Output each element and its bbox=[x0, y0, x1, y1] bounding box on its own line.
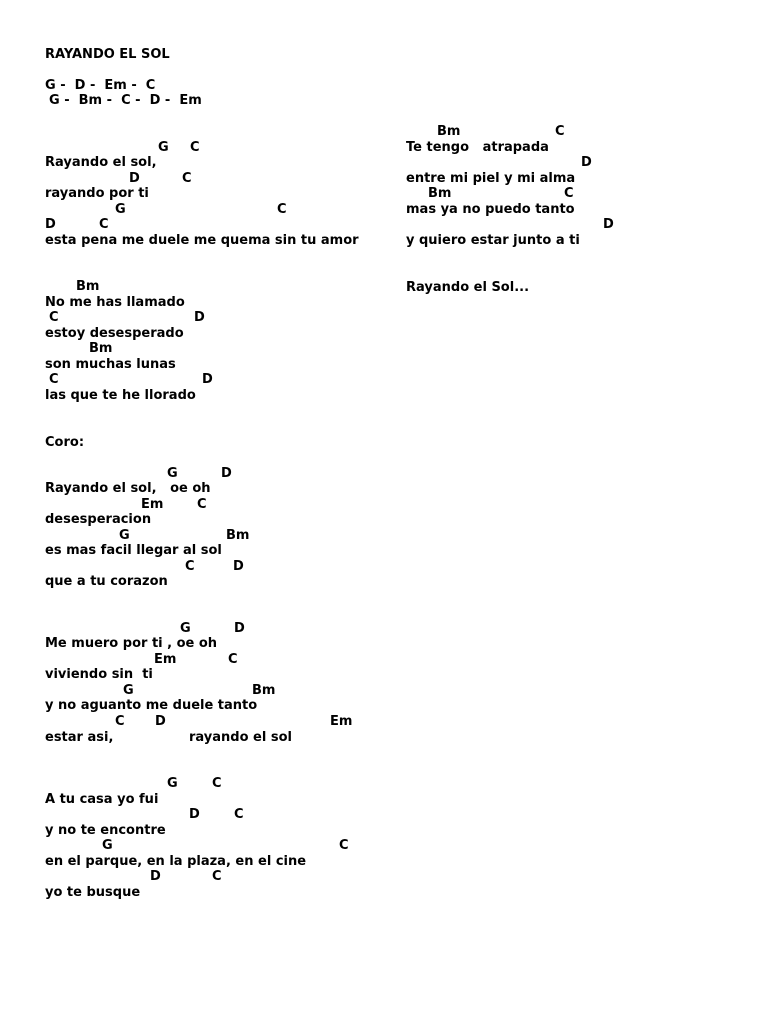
chord: D bbox=[234, 621, 245, 636]
chord: Bm bbox=[226, 528, 250, 543]
chord: D bbox=[202, 372, 213, 387]
lyric-line: viviendo sin ti bbox=[45, 667, 153, 682]
chord: C bbox=[564, 186, 574, 201]
chord: Em bbox=[141, 497, 164, 512]
chord: D bbox=[194, 310, 205, 325]
lyric-line: son muchas lunas bbox=[45, 357, 176, 372]
lyric-line: es mas facil llegar al sol bbox=[45, 543, 222, 558]
chord: C bbox=[339, 838, 349, 853]
lyric-line: y quiero estar junto a ti bbox=[406, 233, 580, 248]
chord: D bbox=[233, 559, 244, 574]
chord: Em bbox=[154, 652, 177, 667]
lyric-line: Rayando el sol, oe oh bbox=[45, 481, 211, 496]
lyric-line: rayando el sol bbox=[189, 730, 292, 745]
chord: G bbox=[167, 776, 178, 791]
chord: D bbox=[129, 171, 140, 186]
chord: C bbox=[197, 497, 207, 512]
lyric-line: entre mi piel y mi alma bbox=[406, 171, 576, 186]
chord: G bbox=[167, 466, 178, 481]
chord: C bbox=[49, 372, 59, 387]
chord: C bbox=[182, 171, 192, 186]
chord: Bm bbox=[89, 341, 113, 356]
chord: D bbox=[581, 155, 592, 170]
lyric-line: Rayando el sol, bbox=[45, 155, 157, 170]
chord: C bbox=[49, 310, 59, 325]
lyric-line: No me has llamado bbox=[45, 295, 185, 310]
intro-progression-1: G - D - Em - C bbox=[45, 78, 156, 93]
lyric-line: que a tu corazon bbox=[45, 574, 168, 589]
lyric-line: estar asi, bbox=[45, 730, 114, 745]
chord: Bm bbox=[252, 683, 276, 698]
chord: C bbox=[190, 140, 200, 155]
chord: C bbox=[212, 869, 222, 884]
chord: C bbox=[555, 124, 565, 139]
lyric-line: rayando por ti bbox=[45, 186, 149, 201]
chord: D bbox=[150, 869, 161, 884]
chord: D bbox=[189, 807, 200, 822]
chord: D bbox=[45, 217, 56, 232]
chord: Bm bbox=[428, 186, 452, 201]
lyric-line: Te tengo atrapada bbox=[406, 140, 549, 155]
lyric-line: las que te he llorado bbox=[45, 388, 196, 403]
chord: G bbox=[115, 202, 126, 217]
lyric-line: en el parque, en la plaza, en el cine bbox=[45, 854, 307, 869]
chord: G bbox=[123, 683, 134, 698]
section-label: Rayando el Sol... bbox=[406, 280, 530, 295]
chord: D bbox=[603, 217, 614, 232]
chord: Bm bbox=[437, 124, 461, 139]
lyric-line: y no te encontre bbox=[45, 823, 166, 838]
lyric-line: mas ya no puedo tanto bbox=[406, 202, 575, 217]
chord: Em bbox=[330, 714, 353, 729]
chord: G bbox=[180, 621, 191, 636]
chord: D bbox=[155, 714, 166, 729]
lyric-line: estoy desesperado bbox=[45, 326, 184, 341]
lyric-line: yo te busque bbox=[45, 885, 141, 900]
lyric-line: desesperacion bbox=[45, 512, 152, 527]
chord: C bbox=[185, 559, 195, 574]
chord: G bbox=[158, 140, 169, 155]
intro-progression-2: G - Bm - C - D - Em bbox=[49, 93, 202, 108]
chord: Bm bbox=[76, 279, 100, 294]
section-label: Coro: bbox=[45, 435, 85, 450]
chord: D bbox=[221, 466, 232, 481]
lyric-line: y no aguanto me duele tanto bbox=[45, 698, 258, 713]
chord: C bbox=[228, 652, 238, 667]
chord: C bbox=[277, 202, 287, 217]
chord: C bbox=[212, 776, 222, 791]
lyric-line: esta pena me duele me quema sin tu amor bbox=[45, 233, 359, 248]
chord: C bbox=[99, 217, 109, 232]
lyric-line: Me muero por ti , oe oh bbox=[45, 636, 218, 651]
chord: C bbox=[115, 714, 125, 729]
song-title: RAYANDO EL SOL bbox=[45, 47, 170, 62]
chord: G bbox=[102, 838, 113, 853]
chord: G bbox=[119, 528, 130, 543]
lyric-line: A tu casa yo fui bbox=[45, 792, 159, 807]
chord: C bbox=[234, 807, 244, 822]
